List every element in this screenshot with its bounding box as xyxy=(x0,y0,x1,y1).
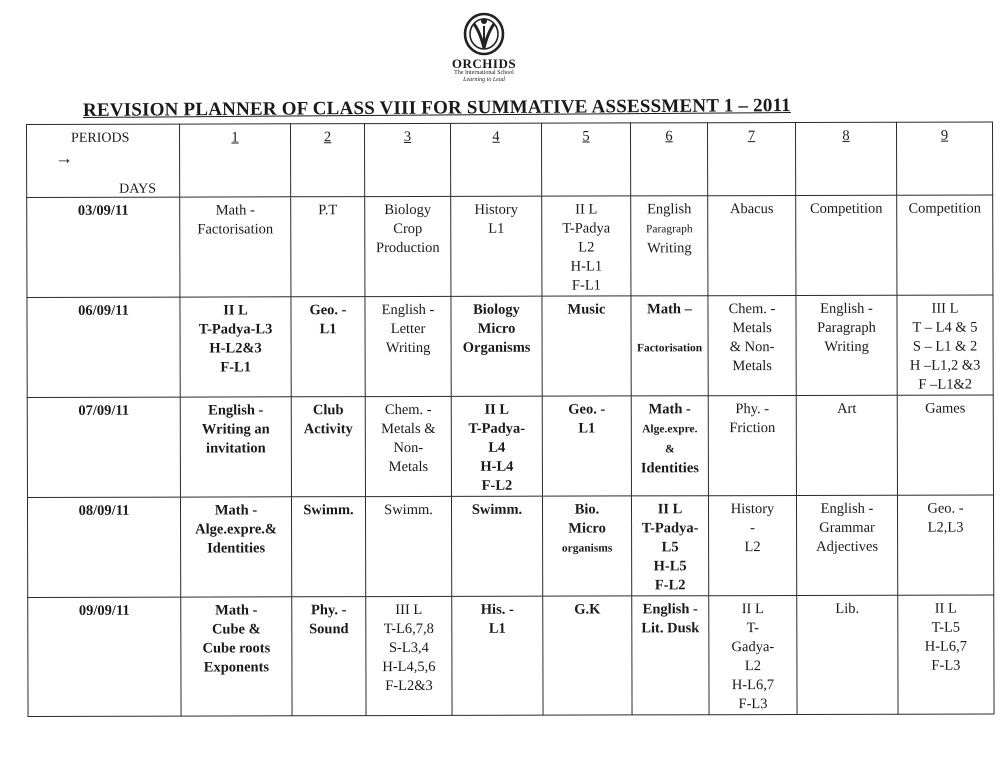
cell-line: Production xyxy=(375,239,440,257)
schedule-cell xyxy=(542,396,631,496)
cell-line: T-L6,7,8 xyxy=(383,620,434,638)
cell-line: Math - xyxy=(214,502,258,519)
schedule-cell xyxy=(451,396,542,496)
schedule-cell xyxy=(897,495,993,595)
cell-line: Geo. - xyxy=(568,401,606,418)
cell-line: L4 xyxy=(488,439,506,456)
cell-line: Swimm. xyxy=(384,501,433,519)
cell-line: Lit. Dusk xyxy=(641,620,700,637)
cell-line: Club xyxy=(312,402,344,419)
header-row xyxy=(27,122,993,198)
cell-line: T-Padya- xyxy=(641,520,699,537)
cell-line: - xyxy=(750,520,756,537)
schedule-cell xyxy=(708,495,796,595)
schedule-cell xyxy=(796,295,897,395)
cell-line: English - xyxy=(381,301,435,319)
cell-line: Biology xyxy=(384,201,432,219)
cell-line: Micro xyxy=(568,520,606,537)
schedule-cell xyxy=(180,497,291,597)
cell-line: Crop xyxy=(393,220,423,238)
cell-line: Biology xyxy=(473,301,520,318)
period-number-3: 3 xyxy=(365,123,451,196)
day-date: 07/09/11 xyxy=(27,397,180,497)
period-number-8: 8 xyxy=(795,122,896,195)
cell-line: English - xyxy=(208,402,264,419)
schedule-cell xyxy=(796,395,897,495)
revision-planner-table xyxy=(26,121,995,717)
cell-line: Games xyxy=(925,400,966,417)
cell-line: T-L5 xyxy=(931,619,961,636)
cell-line: Alge.expre.& xyxy=(195,521,278,538)
period-number-9: 9 xyxy=(896,122,992,195)
cell-line: II L xyxy=(657,501,683,518)
cell-line: G.K xyxy=(574,601,601,618)
cell-line: Cube & xyxy=(211,621,261,638)
cell-line: & Non- xyxy=(729,339,775,356)
schedule-cell xyxy=(365,396,451,496)
schedule-cell xyxy=(292,597,366,716)
schedule-cell xyxy=(366,596,452,715)
cell-line: Chem. - xyxy=(384,401,432,419)
cell-line: P.T xyxy=(318,202,338,219)
cell-line: Math - xyxy=(215,202,255,219)
cell-line: S-L3,4 xyxy=(388,639,429,657)
cell-line: III L xyxy=(395,601,423,619)
cell-line: Writing xyxy=(385,339,431,357)
period-number-7: 7 xyxy=(707,122,795,195)
arrow-right-icon: → xyxy=(55,147,74,168)
cell-line: Identities xyxy=(640,460,699,477)
cell-line: Paragraph xyxy=(645,223,693,236)
cell-line: Chem. - xyxy=(728,301,776,318)
cell-line: Competition xyxy=(809,200,883,217)
cell-line: H-L5 xyxy=(653,558,687,575)
cell-line: Organisms xyxy=(462,339,531,356)
schedule-cell xyxy=(451,296,542,396)
table-row xyxy=(27,395,993,498)
cell-line: H –L1,2 &3 xyxy=(909,357,981,374)
cell-line: Sound xyxy=(309,621,349,638)
cell-line: His. - xyxy=(480,601,514,618)
day-date: 09/09/11 xyxy=(28,597,181,716)
cell-line: II L xyxy=(575,201,598,218)
cell-line: Phy. - xyxy=(735,401,770,418)
cell-line: Cube roots xyxy=(202,640,271,657)
schedule-cell xyxy=(543,596,632,715)
period-number-6: 6 xyxy=(630,123,707,196)
table-row xyxy=(27,195,993,298)
table-row xyxy=(27,495,993,598)
cell-line: L1 xyxy=(319,321,337,338)
cell-line: Metals & xyxy=(381,420,436,438)
orchids-emblem-icon xyxy=(462,10,506,56)
schedule-cell xyxy=(897,295,993,395)
schedule-cell xyxy=(452,596,543,715)
days-label: DAYS xyxy=(119,181,157,197)
cell-line: Non- xyxy=(393,439,424,457)
cell-line: English - xyxy=(820,300,873,317)
cell-line: Music xyxy=(567,301,606,318)
cell-line: History xyxy=(730,501,775,518)
schedule-cell xyxy=(631,496,708,596)
schedule-cell xyxy=(542,296,631,396)
cell-line: organisms xyxy=(561,542,613,555)
cell-line: Art xyxy=(837,400,857,417)
cell-line: Bio. xyxy=(574,501,600,518)
cell-line: F-L3 xyxy=(931,657,961,674)
schedule-cell xyxy=(796,195,897,295)
schedule-cell xyxy=(631,296,708,396)
schedule-cell xyxy=(365,496,451,596)
period-number-2: 2 xyxy=(291,124,365,197)
cell-line: L2,L3 xyxy=(927,519,964,536)
table-row xyxy=(27,295,993,398)
cell-line: T – L4 & 5 xyxy=(912,319,978,336)
cell-line: F –L1&2 xyxy=(918,376,972,393)
cell-line: Adjectives xyxy=(816,538,879,555)
cell-line: Lib. xyxy=(835,600,860,617)
cell-line: Letter xyxy=(390,320,426,338)
schedule-cell xyxy=(291,397,365,497)
cell-line: invitation xyxy=(206,440,266,457)
corner-cell xyxy=(27,124,180,197)
cell-line: Geo. - xyxy=(309,302,347,319)
cell-line: H-L4,5,6 xyxy=(382,658,436,676)
cell-line: L1 xyxy=(488,220,505,237)
table-row xyxy=(28,595,994,717)
cell-line: F-L1 xyxy=(220,359,251,376)
periods-label: PERIODS xyxy=(71,130,130,146)
schedule-cell xyxy=(365,296,451,396)
cell-line: F-L2 xyxy=(481,477,513,494)
schedule-cell xyxy=(797,595,898,714)
cell-line: Swimm. xyxy=(303,502,354,519)
cell-line: H-L1 xyxy=(570,258,603,275)
schedule-cell xyxy=(180,197,291,297)
cell-line: Paragraph xyxy=(817,319,876,336)
cell-line: II L xyxy=(484,401,510,418)
cell-line: Identities xyxy=(207,540,266,557)
schedule-cell xyxy=(180,297,291,397)
cell-line: History xyxy=(474,201,518,218)
cell-line: H-L6,7 xyxy=(924,638,968,655)
period-number-4: 4 xyxy=(450,123,541,196)
cell-line: Geo. - xyxy=(927,500,964,517)
day-date: 08/09/11 xyxy=(27,497,180,597)
schedule-cell xyxy=(542,196,631,296)
cell-line: English xyxy=(647,201,692,218)
page-title: REVISION PLANNER OF CLASS VIII FOR SUMMATIVE ASSESSMENT 1 – 2011 xyxy=(82,95,791,121)
period-number-5: 5 xyxy=(541,123,630,196)
cell-line: Writing xyxy=(647,240,692,257)
schedule-cell xyxy=(631,196,708,296)
cell-line: H-L6,7 xyxy=(731,677,775,694)
cell-line: II L xyxy=(223,302,248,319)
cell-line: English - xyxy=(820,500,874,517)
schedule-cell xyxy=(291,297,365,397)
cell-line: Math - xyxy=(215,602,258,619)
schedule-cell xyxy=(796,495,897,595)
cell-line: S – L1 & 2 xyxy=(912,338,978,355)
day-date: 06/09/11 xyxy=(27,297,180,397)
schedule-cell xyxy=(291,197,365,297)
cell-line: H-L2&3 xyxy=(209,340,262,357)
cell-line: L1 xyxy=(578,420,596,437)
schedule-cell xyxy=(291,497,365,597)
school-logo xyxy=(448,10,520,84)
schedule-cell xyxy=(708,195,796,295)
cell-line: Writing xyxy=(824,338,869,355)
cell-line: T- xyxy=(746,620,760,637)
schedule-cell xyxy=(709,595,797,714)
cell-line: F-L2 xyxy=(654,577,686,594)
cell-line: Friction xyxy=(729,420,776,437)
cell-line: T-Padya- xyxy=(468,420,526,437)
cell-line: Exponents xyxy=(203,659,270,676)
cell-line: Swimm. xyxy=(471,501,523,518)
cell-line: Gadya- xyxy=(731,639,775,656)
cell-line: English - xyxy=(642,601,698,618)
cell-line: Factorisation xyxy=(197,221,274,238)
cell-line: Math - xyxy=(648,401,691,418)
cell-line: L5 xyxy=(661,539,679,556)
schedule-cell xyxy=(451,196,542,296)
cell-line: Metals xyxy=(732,358,772,375)
school-tagline: Learning to Lead xyxy=(463,77,505,83)
cell-line: H-L4 xyxy=(480,458,514,475)
cell-line: III L xyxy=(931,300,959,317)
cell-line: & xyxy=(665,443,675,456)
cell-line: Phy. - xyxy=(311,602,347,619)
cell-line: Grammar xyxy=(819,519,875,536)
cell-line: Competition xyxy=(908,200,981,217)
day-date: 03/09/11 xyxy=(27,197,180,297)
cell-line: L2 xyxy=(744,539,761,556)
schedule-cell xyxy=(708,395,796,495)
schedule-cell xyxy=(181,597,292,716)
cell-line: Micro xyxy=(477,320,516,337)
cell-line: T-Padya-L3 xyxy=(198,321,273,338)
cell-line: II L xyxy=(934,600,957,617)
cell-line: F-L1 xyxy=(571,277,601,294)
cell-line: Metals xyxy=(388,458,429,476)
school-subtitle: The International School xyxy=(454,70,514,76)
schedule-cell xyxy=(632,596,709,715)
cell-line: L2 xyxy=(578,239,595,256)
cell-line: Activity xyxy=(303,421,353,438)
cell-line: Math – xyxy=(647,301,692,318)
cell-line: II L xyxy=(741,601,764,618)
cell-line: Alge.expre. xyxy=(642,423,698,436)
schedule-cell xyxy=(365,196,451,296)
schedule-cell xyxy=(897,195,993,295)
cell-line: L1 xyxy=(488,620,506,637)
period-number-1: 1 xyxy=(180,124,291,197)
cell-line: T-Padya xyxy=(562,220,611,237)
school-name: ORCHIDS xyxy=(451,56,517,71)
schedule-cell xyxy=(451,496,542,596)
cell-line: Factorisation xyxy=(636,342,703,355)
cell-line: Writing an xyxy=(201,421,270,438)
cell-line: F-L3 xyxy=(738,696,768,713)
schedule-cell xyxy=(897,395,993,495)
schedule-cell xyxy=(180,397,291,497)
schedule-cell xyxy=(898,595,994,714)
cell-line: Metals xyxy=(732,320,772,337)
cell-line: Abacus xyxy=(729,201,774,218)
cell-line: L2 xyxy=(744,658,761,675)
cell-line: F-L2&3 xyxy=(385,677,433,695)
schedule-cell xyxy=(708,295,796,395)
schedule-cell xyxy=(631,396,708,496)
schedule-cell xyxy=(542,496,631,596)
